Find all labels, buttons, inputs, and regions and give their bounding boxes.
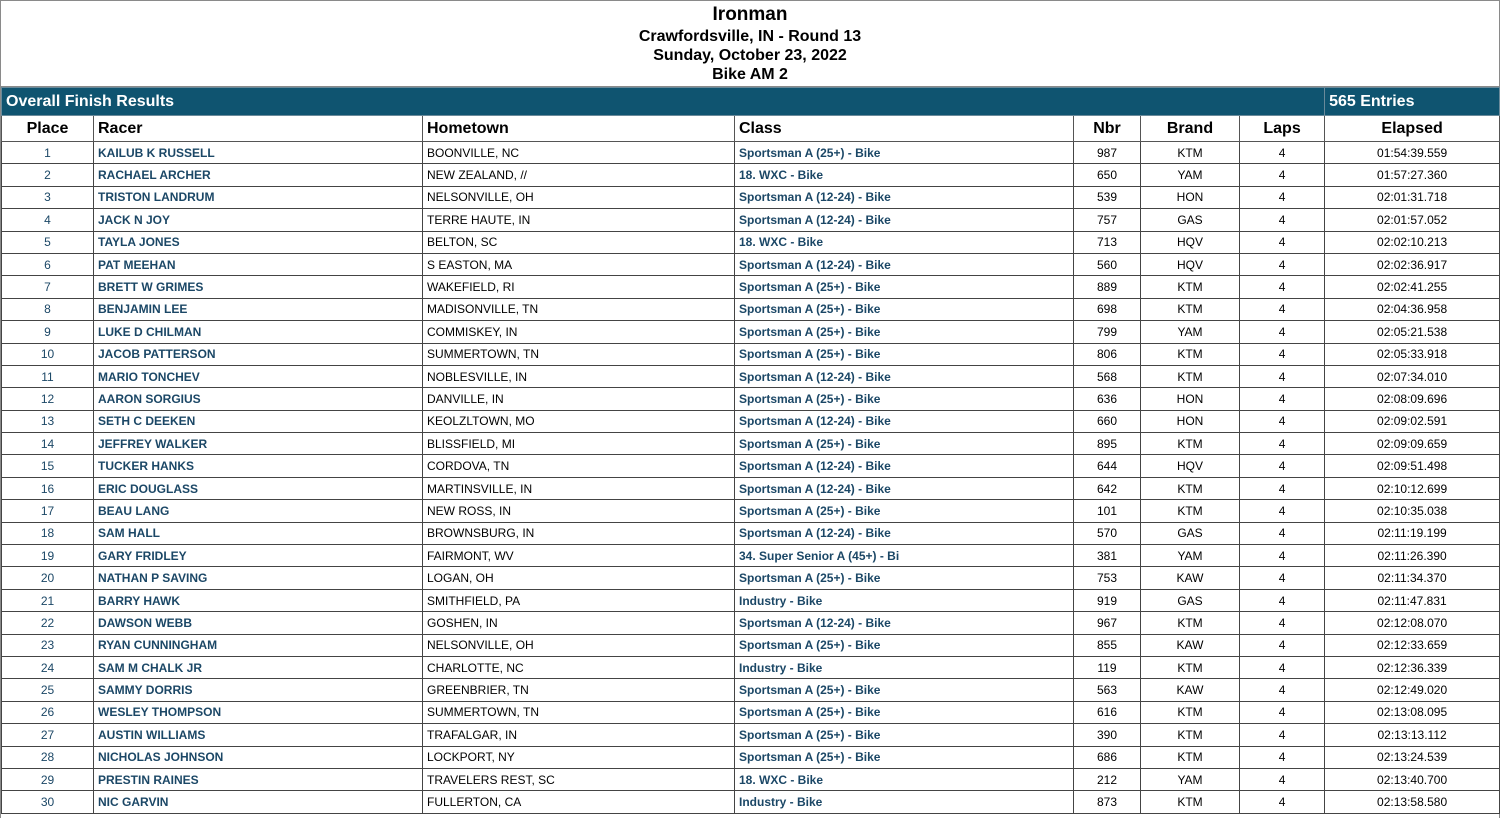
brand-cell: HQV bbox=[1141, 455, 1240, 477]
table-row bbox=[2, 791, 1500, 813]
number-cell: 560 bbox=[1074, 253, 1141, 275]
event-location: Crawfordsville, IN - Round 13 bbox=[638, 28, 862, 45]
place-cell: 23 bbox=[2, 634, 94, 656]
laps-cell: 4 bbox=[1240, 545, 1325, 567]
brand-cell: KTM bbox=[1141, 276, 1240, 298]
class-link[interactable]: Industry - Bike bbox=[735, 589, 1074, 611]
brand-cell: KTM bbox=[1141, 433, 1240, 455]
place-cell: 24 bbox=[2, 656, 94, 678]
class-link[interactable]: Sportsman A (12-24) - Bike bbox=[735, 410, 1074, 432]
elapsed-cell: 02:01:57.052 bbox=[1325, 209, 1500, 231]
class-link[interactable]: Sportsman A (25+) - Bike bbox=[735, 701, 1074, 723]
place-cell: 19 bbox=[2, 545, 94, 567]
table-row bbox=[2, 701, 1500, 723]
racer-link[interactable]: MARIO TONCHEV bbox=[94, 365, 423, 387]
laps-cell: 4 bbox=[1240, 231, 1325, 253]
section-label: Overall Finish Results bbox=[2, 88, 1325, 116]
col-racer: Racer bbox=[94, 116, 423, 142]
place-cell: 22 bbox=[2, 612, 94, 634]
event-title: Ironman bbox=[712, 4, 788, 25]
racer-link[interactable]: JACK N JOY bbox=[94, 209, 423, 231]
brand-cell: KTM bbox=[1141, 500, 1240, 522]
elapsed-cell: 02:13:08.095 bbox=[1325, 701, 1500, 723]
col-nbr: Nbr bbox=[1074, 116, 1141, 142]
laps-cell: 4 bbox=[1240, 388, 1325, 410]
table-row bbox=[2, 455, 1500, 477]
laps-cell: 4 bbox=[1240, 321, 1325, 343]
racer-link[interactable]: KAILUB K RUSSELL bbox=[94, 142, 423, 164]
number-cell: 967 bbox=[1074, 612, 1141, 634]
racer-link[interactable]: AARON SORGIUS bbox=[94, 388, 423, 410]
brand-cell: GAS bbox=[1141, 209, 1240, 231]
elapsed-cell: 02:11:26.390 bbox=[1325, 545, 1500, 567]
laps-cell: 4 bbox=[1240, 477, 1325, 499]
number-cell: 713 bbox=[1074, 231, 1141, 253]
racer-link[interactable]: BEAU LANG bbox=[94, 500, 423, 522]
brand-cell: GAS bbox=[1141, 589, 1240, 611]
number-cell: 570 bbox=[1074, 522, 1141, 544]
racer-link[interactable]: TAYLA JONES bbox=[94, 231, 423, 253]
laps-cell: 4 bbox=[1240, 433, 1325, 455]
hometown-cell: NEW ZEALAND, // bbox=[423, 164, 735, 186]
class-link[interactable]: Sportsman A (12-24) - Bike bbox=[735, 365, 1074, 387]
class-link[interactable]: 18. WXC - Bike bbox=[735, 768, 1074, 790]
section-bar bbox=[2, 88, 1500, 116]
class-link[interactable]: Sportsman A (25+) - Bike bbox=[735, 500, 1074, 522]
number-cell: 757 bbox=[1074, 209, 1141, 231]
class-link[interactable]: 34. Super Senior A (45+) - Bi bbox=[735, 545, 1074, 567]
brand-cell: KAW bbox=[1141, 567, 1240, 589]
number-cell: 873 bbox=[1074, 791, 1141, 813]
place-cell: 27 bbox=[2, 724, 94, 746]
table-row bbox=[2, 321, 1500, 343]
elapsed-cell: 02:12:36.339 bbox=[1325, 656, 1500, 678]
place-cell: 5 bbox=[2, 231, 94, 253]
racer-link[interactable]: JACOB PATTERSON bbox=[94, 343, 423, 365]
class-link[interactable]: Sportsman A (12-24) - Bike bbox=[735, 253, 1074, 275]
place-cell: 8 bbox=[2, 298, 94, 320]
hometown-cell: MARTINSVILLE, IN bbox=[423, 477, 735, 499]
brand-cell: HON bbox=[1141, 388, 1240, 410]
results-body bbox=[2, 142, 1500, 814]
laps-cell: 4 bbox=[1240, 209, 1325, 231]
elapsed-cell: 02:13:24.539 bbox=[1325, 746, 1500, 768]
event-header bbox=[1, 1, 1499, 87]
elapsed-cell: 02:01:31.718 bbox=[1325, 186, 1500, 208]
racer-link[interactable]: NICHOLAS JOHNSON bbox=[94, 746, 423, 768]
place-cell: 10 bbox=[2, 343, 94, 365]
elapsed-cell: 02:04:36.958 bbox=[1325, 298, 1500, 320]
elapsed-cell: 02:12:08.070 bbox=[1325, 612, 1500, 634]
table-row bbox=[2, 410, 1500, 432]
number-cell: 563 bbox=[1074, 679, 1141, 701]
brand-cell: HON bbox=[1141, 410, 1240, 432]
racer-link[interactable]: NATHAN P SAVING bbox=[94, 567, 423, 589]
class-link[interactable]: Sportsman A (12-24) - Bike bbox=[735, 522, 1074, 544]
number-cell: 919 bbox=[1074, 589, 1141, 611]
elapsed-cell: 02:09:51.498 bbox=[1325, 455, 1500, 477]
place-cell: 9 bbox=[2, 321, 94, 343]
elapsed-cell: 02:09:09.659 bbox=[1325, 433, 1500, 455]
laps-cell: 4 bbox=[1240, 142, 1325, 164]
racer-link[interactable]: PAT MEEHAN bbox=[94, 253, 423, 275]
event-session: Bike AM 2 bbox=[712, 66, 788, 83]
table-row bbox=[2, 343, 1500, 365]
place-cell: 15 bbox=[2, 455, 94, 477]
brand-cell: KAW bbox=[1141, 679, 1240, 701]
table-row bbox=[2, 612, 1500, 634]
table-row bbox=[2, 656, 1500, 678]
number-cell: 660 bbox=[1074, 410, 1141, 432]
class-link[interactable]: Sportsman A (25+) - Bike bbox=[735, 724, 1074, 746]
brand-cell: KTM bbox=[1141, 298, 1240, 320]
racer-link[interactable]: JEFFREY WALKER bbox=[94, 433, 423, 455]
class-link[interactable]: Sportsman A (12-24) - Bike bbox=[735, 455, 1074, 477]
racer-link[interactable]: BENJAMIN LEE bbox=[94, 298, 423, 320]
laps-cell: 4 bbox=[1240, 500, 1325, 522]
hometown-cell: GREENBRIER, TN bbox=[423, 679, 735, 701]
class-link[interactable]: Sportsman A (25+) - Bike bbox=[735, 388, 1074, 410]
place-cell: 6 bbox=[2, 253, 94, 275]
racer-link[interactable]: BARRY HAWK bbox=[94, 589, 423, 611]
table-row bbox=[2, 142, 1500, 164]
table-row bbox=[2, 634, 1500, 656]
number-cell: 895 bbox=[1074, 433, 1141, 455]
number-cell: 753 bbox=[1074, 567, 1141, 589]
racer-link[interactable]: WESLEY THOMPSON bbox=[94, 701, 423, 723]
racer-link[interactable]: RYAN CUNNINGHAM bbox=[94, 634, 423, 656]
brand-cell: KTM bbox=[1141, 791, 1240, 813]
brand-cell: HON bbox=[1141, 186, 1240, 208]
racer-link[interactable]: AUSTIN WILLIAMS bbox=[94, 724, 423, 746]
racer-link[interactable]: TUCKER HANKS bbox=[94, 455, 423, 477]
number-cell: 855 bbox=[1074, 634, 1141, 656]
elapsed-cell: 02:10:35.038 bbox=[1325, 500, 1500, 522]
elapsed-cell: 02:09:02.591 bbox=[1325, 410, 1500, 432]
class-link[interactable]: Sportsman A (25+) - Bike bbox=[735, 276, 1074, 298]
laps-cell: 4 bbox=[1240, 522, 1325, 544]
hometown-cell: S EASTON, MA bbox=[423, 253, 735, 275]
racer-link[interactable]: LUKE D CHILMAN bbox=[94, 321, 423, 343]
hometown-cell: NOBLESVILLE, IN bbox=[423, 365, 735, 387]
racer-link[interactable]: BRETT W GRIMES bbox=[94, 276, 423, 298]
col-class: Class bbox=[735, 116, 1074, 142]
table-row bbox=[2, 724, 1500, 746]
elapsed-cell: 02:02:10.213 bbox=[1325, 231, 1500, 253]
place-cell: 26 bbox=[2, 701, 94, 723]
table-row bbox=[2, 567, 1500, 589]
class-link[interactable]: 18. WXC - Bike bbox=[735, 231, 1074, 253]
class-link[interactable]: Sportsman A (25+) - Bike bbox=[735, 321, 1074, 343]
brand-cell: KTM bbox=[1141, 477, 1240, 499]
hometown-cell: BROWNSBURG, IN bbox=[423, 522, 735, 544]
laps-cell: 4 bbox=[1240, 186, 1325, 208]
col-place: Place bbox=[2, 116, 94, 142]
racer-link[interactable]: PRESTIN RAINES bbox=[94, 768, 423, 790]
racer-link[interactable]: SAM M CHALK JR bbox=[94, 656, 423, 678]
hometown-cell: KEOLZLTOWN, MO bbox=[423, 410, 735, 432]
class-link[interactable]: Sportsman A (25+) - Bike bbox=[735, 634, 1074, 656]
number-cell: 636 bbox=[1074, 388, 1141, 410]
laps-cell: 4 bbox=[1240, 634, 1325, 656]
entries-count: 565 Entries bbox=[1325, 88, 1500, 116]
hometown-cell: BLISSFIELD, MI bbox=[423, 433, 735, 455]
number-cell: 686 bbox=[1074, 746, 1141, 768]
number-cell: 698 bbox=[1074, 298, 1141, 320]
table-row bbox=[2, 365, 1500, 387]
hometown-cell: CORDOVA, TN bbox=[423, 455, 735, 477]
laps-cell: 4 bbox=[1240, 679, 1325, 701]
laps-cell: 4 bbox=[1240, 298, 1325, 320]
brand-cell: HQV bbox=[1141, 231, 1240, 253]
hometown-cell: LOGAN, OH bbox=[423, 567, 735, 589]
racer-link[interactable]: RACHAEL ARCHER bbox=[94, 164, 423, 186]
number-cell: 889 bbox=[1074, 276, 1141, 298]
hometown-cell: FULLERTON, CA bbox=[423, 791, 735, 813]
place-cell: 14 bbox=[2, 433, 94, 455]
elapsed-cell: 01:54:39.559 bbox=[1325, 142, 1500, 164]
place-cell: 1 bbox=[2, 142, 94, 164]
number-cell: 799 bbox=[1074, 321, 1141, 343]
place-cell: 29 bbox=[2, 768, 94, 790]
racer-link[interactable]: GARY FRIDLEY bbox=[94, 545, 423, 567]
place-cell: 12 bbox=[2, 388, 94, 410]
class-link[interactable]: 18. WXC - Bike bbox=[735, 164, 1074, 186]
hometown-cell: BELTON, SC bbox=[423, 231, 735, 253]
number-cell: 650 bbox=[1074, 164, 1141, 186]
hometown-cell: TERRE HAUTE, IN bbox=[423, 209, 735, 231]
hometown-cell: TRAVELERS REST, SC bbox=[423, 768, 735, 790]
table-row bbox=[2, 388, 1500, 410]
place-cell: 21 bbox=[2, 589, 94, 611]
hometown-cell: DANVILLE, IN bbox=[423, 388, 735, 410]
place-cell: 4 bbox=[2, 209, 94, 231]
hometown-cell: SUMMERTOWN, TN bbox=[423, 701, 735, 723]
place-cell: 30 bbox=[2, 791, 94, 813]
racer-link[interactable]: SAMMY DORRIS bbox=[94, 679, 423, 701]
brand-cell: KTM bbox=[1141, 612, 1240, 634]
laps-cell: 4 bbox=[1240, 343, 1325, 365]
racer-link[interactable]: TRISTON LANDRUM bbox=[94, 186, 423, 208]
class-link[interactable]: Sportsman A (25+) - Bike bbox=[735, 567, 1074, 589]
laps-cell: 4 bbox=[1240, 567, 1325, 589]
number-cell: 616 bbox=[1074, 701, 1141, 723]
brand-cell: HQV bbox=[1141, 253, 1240, 275]
brand-cell: KTM bbox=[1141, 724, 1240, 746]
results-table bbox=[1, 87, 1500, 814]
class-link[interactable]: Sportsman A (25+) - Bike bbox=[735, 433, 1074, 455]
col-hometown: Hometown bbox=[423, 116, 735, 142]
elapsed-cell: 02:11:47.831 bbox=[1325, 589, 1500, 611]
number-cell: 806 bbox=[1074, 343, 1141, 365]
elapsed-cell: 02:11:34.370 bbox=[1325, 567, 1500, 589]
hometown-cell: SUMMERTOWN, TN bbox=[423, 343, 735, 365]
brand-cell: KTM bbox=[1141, 746, 1240, 768]
laps-cell: 4 bbox=[1240, 656, 1325, 678]
table-row bbox=[2, 186, 1500, 208]
hometown-cell: SMITHFIELD, PA bbox=[423, 589, 735, 611]
brand-cell: KTM bbox=[1141, 701, 1240, 723]
table-row bbox=[2, 164, 1500, 186]
laps-cell: 4 bbox=[1240, 612, 1325, 634]
place-cell: 18 bbox=[2, 522, 94, 544]
number-cell: 101 bbox=[1074, 500, 1141, 522]
laps-cell: 4 bbox=[1240, 365, 1325, 387]
elapsed-cell: 02:05:33.918 bbox=[1325, 343, 1500, 365]
laps-cell: 4 bbox=[1240, 589, 1325, 611]
place-cell: 16 bbox=[2, 477, 94, 499]
elapsed-cell: 02:02:36.917 bbox=[1325, 253, 1500, 275]
elapsed-cell: 02:13:58.580 bbox=[1325, 791, 1500, 813]
table-row bbox=[2, 589, 1500, 611]
laps-cell: 4 bbox=[1240, 164, 1325, 186]
event-date: Sunday, October 23, 2022 bbox=[653, 47, 847, 64]
elapsed-cell: 02:12:33.659 bbox=[1325, 634, 1500, 656]
table-row bbox=[2, 209, 1500, 231]
table-row bbox=[2, 500, 1500, 522]
brand-cell: YAM bbox=[1141, 321, 1240, 343]
table-row bbox=[2, 746, 1500, 768]
class-link[interactable]: Sportsman A (25+) - Bike bbox=[735, 746, 1074, 768]
elapsed-cell: 02:11:19.199 bbox=[1325, 522, 1500, 544]
place-cell: 28 bbox=[2, 746, 94, 768]
class-link[interactable]: Sportsman A (12-24) - Bike bbox=[735, 612, 1074, 634]
table-row bbox=[2, 433, 1500, 455]
hometown-cell: CHARLOTTE, NC bbox=[423, 656, 735, 678]
place-cell: 2 bbox=[2, 164, 94, 186]
number-cell: 390 bbox=[1074, 724, 1141, 746]
class-link[interactable]: Sportsman A (12-24) - Bike bbox=[735, 186, 1074, 208]
col-brand: Brand bbox=[1141, 116, 1240, 142]
laps-cell: 4 bbox=[1240, 410, 1325, 432]
elapsed-cell: 02:12:49.020 bbox=[1325, 679, 1500, 701]
brand-cell: KTM bbox=[1141, 656, 1240, 678]
racer-link[interactable]: ERIC DOUGLASS bbox=[94, 477, 423, 499]
table-row bbox=[2, 522, 1500, 544]
class-link[interactable]: Sportsman A (12-24) - Bike bbox=[735, 477, 1074, 499]
laps-cell: 4 bbox=[1240, 724, 1325, 746]
place-cell: 13 bbox=[2, 410, 94, 432]
racer-link[interactable]: SETH C DEEKEN bbox=[94, 410, 423, 432]
table-row bbox=[2, 231, 1500, 253]
elapsed-cell: 02:10:12.699 bbox=[1325, 477, 1500, 499]
table-row bbox=[2, 679, 1500, 701]
laps-cell: 4 bbox=[1240, 276, 1325, 298]
racer-link[interactable]: NIC GARVIN bbox=[94, 791, 423, 813]
place-cell: 17 bbox=[2, 500, 94, 522]
hometown-cell: NELSONVILLE, OH bbox=[423, 634, 735, 656]
hometown-cell: WAKEFIELD, RI bbox=[423, 276, 735, 298]
class-link[interactable]: Industry - Bike bbox=[735, 791, 1074, 813]
table-row bbox=[2, 298, 1500, 320]
class-link[interactable]: Sportsman A (25+) - Bike bbox=[735, 298, 1074, 320]
number-cell: 212 bbox=[1074, 768, 1141, 790]
brand-cell: KTM bbox=[1141, 365, 1240, 387]
brand-cell: YAM bbox=[1141, 768, 1240, 790]
class-link[interactable]: Sportsman A (25+) - Bike bbox=[735, 343, 1074, 365]
table-row bbox=[2, 276, 1500, 298]
class-link[interactable]: Sportsman A (25+) - Bike bbox=[735, 679, 1074, 701]
col-laps: Laps bbox=[1240, 116, 1325, 142]
elapsed-cell: 02:05:21.538 bbox=[1325, 321, 1500, 343]
hometown-cell: LOCKPORT, NY bbox=[423, 746, 735, 768]
hometown-cell: NEW ROSS, IN bbox=[423, 500, 735, 522]
hometown-cell: NELSONVILLE, OH bbox=[423, 186, 735, 208]
brand-cell: KTM bbox=[1141, 343, 1240, 365]
class-link[interactable]: Sportsman A (12-24) - Bike bbox=[735, 209, 1074, 231]
table-row bbox=[2, 768, 1500, 790]
racer-link[interactable]: SAM HALL bbox=[94, 522, 423, 544]
laps-cell: 4 bbox=[1240, 791, 1325, 813]
table-row bbox=[2, 477, 1500, 499]
elapsed-cell: 02:02:41.255 bbox=[1325, 276, 1500, 298]
place-cell: 20 bbox=[2, 567, 94, 589]
laps-cell: 4 bbox=[1240, 253, 1325, 275]
number-cell: 642 bbox=[1074, 477, 1141, 499]
brand-cell: GAS bbox=[1141, 522, 1240, 544]
number-cell: 987 bbox=[1074, 142, 1141, 164]
laps-cell: 4 bbox=[1240, 746, 1325, 768]
number-cell: 568 bbox=[1074, 365, 1141, 387]
hometown-cell: TRAFALGAR, IN bbox=[423, 724, 735, 746]
number-cell: 644 bbox=[1074, 455, 1141, 477]
elapsed-cell: 01:57:27.360 bbox=[1325, 164, 1500, 186]
place-cell: 25 bbox=[2, 679, 94, 701]
laps-cell: 4 bbox=[1240, 768, 1325, 790]
brand-cell: YAM bbox=[1141, 164, 1240, 186]
elapsed-cell: 02:07:34.010 bbox=[1325, 365, 1500, 387]
table-row bbox=[2, 253, 1500, 275]
elapsed-cell: 02:13:13.112 bbox=[1325, 724, 1500, 746]
laps-cell: 4 bbox=[1240, 455, 1325, 477]
brand-cell: YAM bbox=[1141, 545, 1240, 567]
racer-link[interactable]: DAWSON WEBB bbox=[94, 612, 423, 634]
laps-cell: 4 bbox=[1240, 701, 1325, 723]
hometown-cell: BOONVILLE, NC bbox=[423, 142, 735, 164]
col-elapsed: Elapsed bbox=[1325, 116, 1500, 142]
hometown-cell: MADISONVILLE, TN bbox=[423, 298, 735, 320]
hometown-cell: GOSHEN, IN bbox=[423, 612, 735, 634]
column-header-row bbox=[2, 116, 1500, 142]
brand-cell: KTM bbox=[1141, 142, 1240, 164]
hometown-cell: COMMISKEY, IN bbox=[423, 321, 735, 343]
place-cell: 11 bbox=[2, 365, 94, 387]
number-cell: 119 bbox=[1074, 656, 1141, 678]
class-link[interactable]: Industry - Bike bbox=[735, 656, 1074, 678]
number-cell: 539 bbox=[1074, 186, 1141, 208]
elapsed-cell: 02:08:09.696 bbox=[1325, 388, 1500, 410]
table-row bbox=[2, 545, 1500, 567]
place-cell: 3 bbox=[2, 186, 94, 208]
elapsed-cell: 02:13:40.700 bbox=[1325, 768, 1500, 790]
brand-cell: KAW bbox=[1141, 634, 1240, 656]
class-link[interactable]: Sportsman A (25+) - Bike bbox=[735, 142, 1074, 164]
number-cell: 381 bbox=[1074, 545, 1141, 567]
place-cell: 7 bbox=[2, 276, 94, 298]
hometown-cell: FAIRMONT, WV bbox=[423, 545, 735, 567]
